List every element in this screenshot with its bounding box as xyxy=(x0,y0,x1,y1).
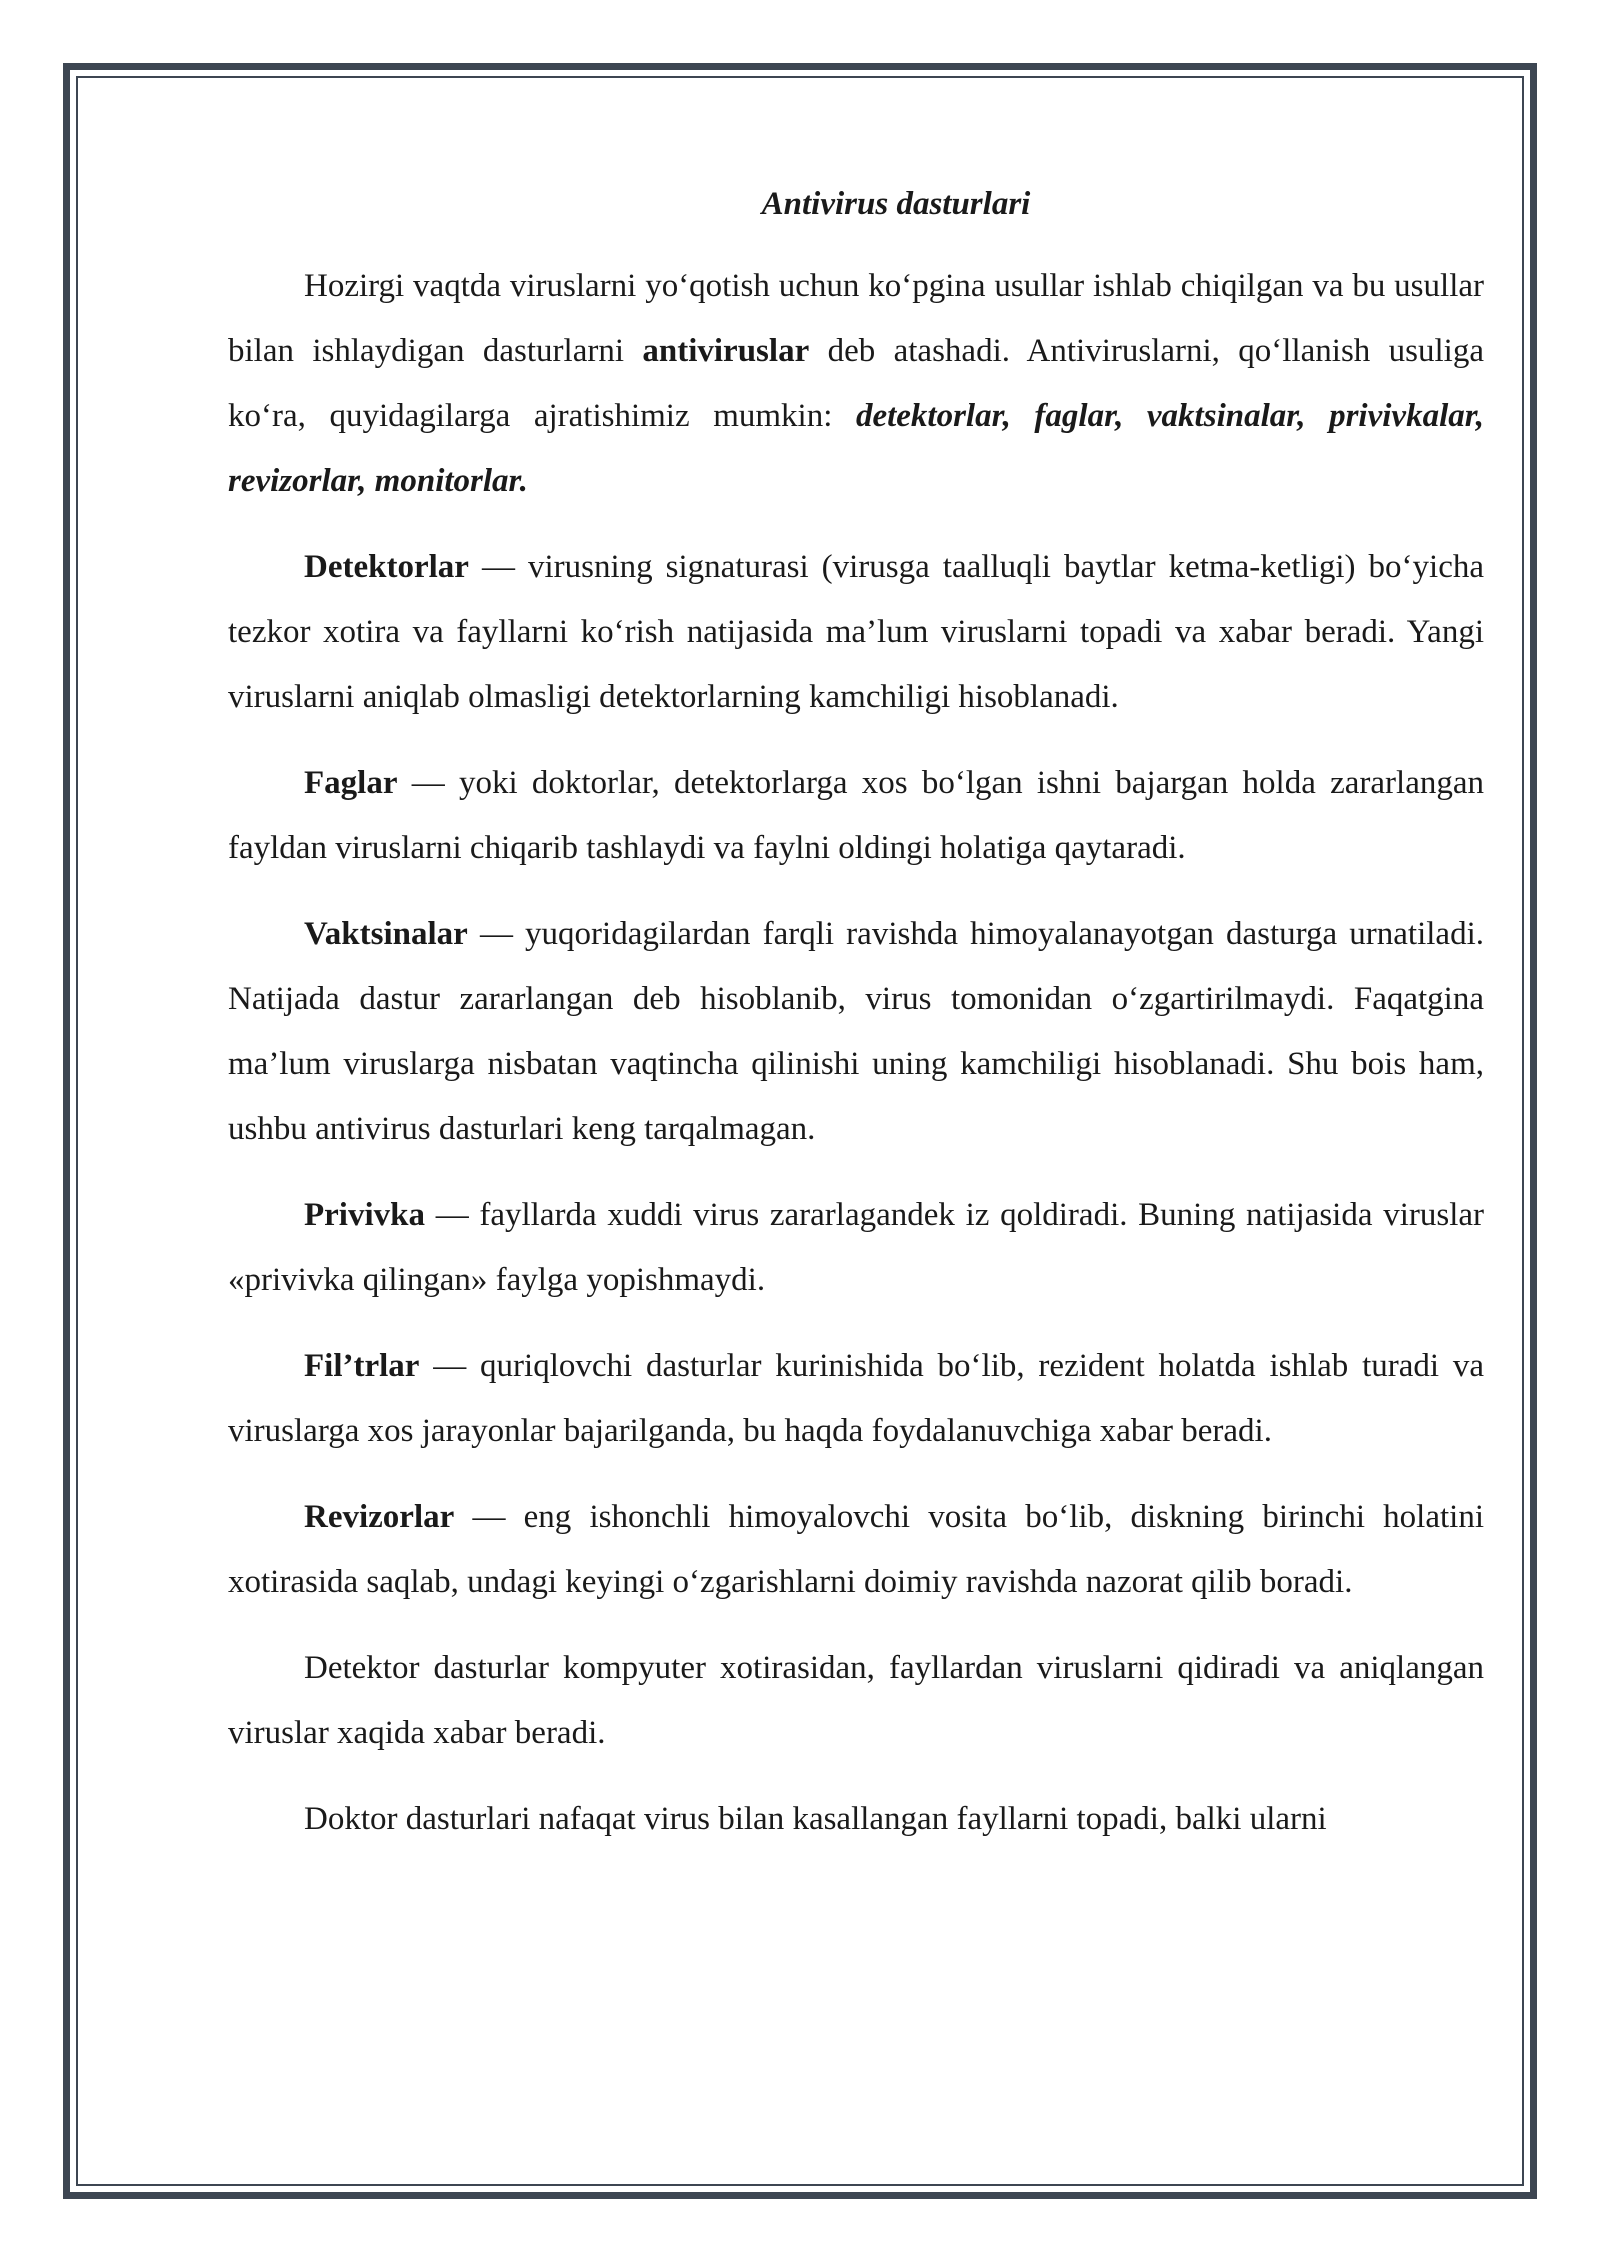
definition-text: — virusning signaturasi (virusga taalluqli baytlar ketma-ketligi) bo‘yicha tezkor xotira va fayllarni ko‘rish natijasida ma’lum viruslarni topadi va xabar beradi. Yangi viruslarni aniqlab olmasligi detektorlarning kamchiligi hisoblanadi. xyxy=(228,549,1484,715)
intro-text-2: deb atashadi. Antiviruslarni, qo‘llanish usuliga ko‘ra, quyidagilarga ajratishimiz mumkin: xyxy=(228,333,1484,434)
definition-paragraph xyxy=(228,1334,1484,1464)
intro-text-1: Hozirgi vaqtda viruslarni yo‘qotish uchun ko‘pgina usullar ishlab chiqilgan va bu usullar bilan ishlaydigan dasturlarni xyxy=(228,268,1484,369)
definition-term: Detektorlar xyxy=(304,549,469,585)
definition-term: Privivka xyxy=(304,1197,425,1233)
intro-bold-term: antiviruslar xyxy=(642,333,810,369)
antivirus-types-list: detektorlar, faglar, vaktsinalar, privivkalar, revizorlar, monitorlar. xyxy=(228,398,1485,499)
intro-paragraph xyxy=(228,254,1484,514)
definition-text: — fayllarda xuddi virus zararlagandek iz qoldiradi. Buning natijasida viruslar «privivka qilingan» faylga yopishmaydi. xyxy=(228,1197,1484,1298)
document-title: Antivirus dasturlari xyxy=(761,186,1031,222)
body-paragraph: Doktor dasturlari nafaqat virus bilan kasallangan fayllarni topadi, balki ularni xyxy=(304,1801,1327,1837)
definition-paragraph xyxy=(228,535,1484,730)
body-paragraph: Detektor dasturlar kompyuter xotirasidan, fayllardan viruslarni qidiradi va aniqlangan viruslar xaqida xabar beradi. xyxy=(228,1650,1484,1751)
definition-paragraph xyxy=(228,1485,1484,1615)
definition-paragraph xyxy=(228,902,1484,1162)
definition-text: — quriqlovchi dasturlar kurinishida bo‘lib, rezident holatda ishlab turadi va viruslarga xos jarayonlar bajarilganda, bu haqda foydalanuvchiga xabar beradi. xyxy=(228,1348,1484,1449)
definition-text: — eng ishonchli himoyalovchi vosita bo‘lib, diskning birinchi holatini xotirasida saqlab, undagi keyingi o‘zgarishlarni doimiy ravishda nazorat qilib boradi. xyxy=(228,1499,1484,1600)
definition-term: Faglar xyxy=(304,765,398,801)
document-body xyxy=(228,170,1484,1873)
definition-term: Revizorlar xyxy=(304,1499,455,1535)
definition-paragraph xyxy=(228,751,1484,881)
definition-text: — yoki doktorlar, detektorlarga xos bo‘lgan ishni bajargan holda zararlangan fayldan viruslarni chiqarib tashlaydi va faylni oldingi holatiga qaytaradi. xyxy=(228,765,1484,866)
definition-paragraph xyxy=(228,1183,1484,1313)
definition-term: Vaktsinalar xyxy=(304,916,468,952)
definition-term: Fil’trlar xyxy=(304,1348,420,1384)
definition-text: — yuqoridagilardan farqli ravishda himoyalanayotgan dasturga urnatiladi. Natijada dastur zararlangan deb hisoblanib, virus tomonidan o‘zgartirilmaydi. Faqatgina ma’lum viruslarga nisbatan vaqtincha qilinishi uning kamchiligi hisoblanadi. Shu bois ham, ushbu antivirus dasturlari keng tarqalmagan. xyxy=(228,916,1484,1147)
